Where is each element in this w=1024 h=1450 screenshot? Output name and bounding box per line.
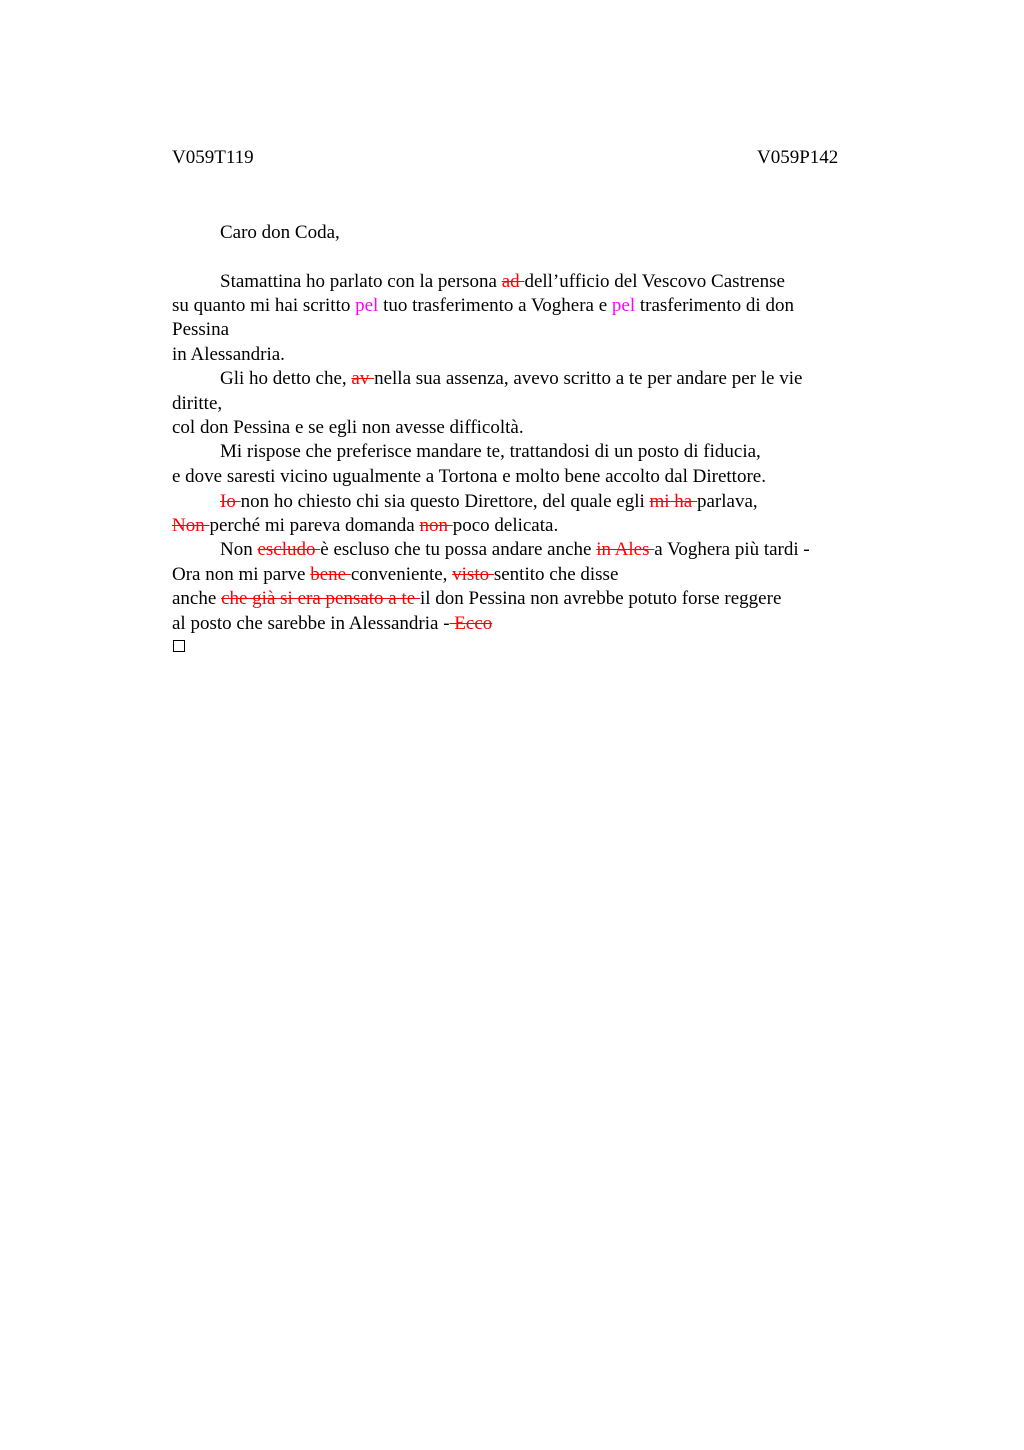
letter-line [172, 587, 781, 611]
reference-code-left: V059T119 [172, 147, 254, 168]
line-text: in Alessandria. [172, 344, 285, 365]
letter-line [220, 490, 758, 514]
letter-line [172, 343, 285, 367]
letter-line [172, 318, 229, 342]
struck-text: bene [310, 564, 351, 585]
line-text: non ho chiesto chi sia questo Direttore, del quale egli [240, 491, 650, 512]
letter-line [172, 514, 558, 538]
letter-line [220, 538, 810, 562]
letter-line [172, 416, 524, 440]
line-text: dell’ufficio del Vescovo Castrense [524, 271, 785, 292]
struck-text: Io [220, 491, 241, 512]
struck-text: Ecco [449, 613, 493, 634]
line-text: col don Pessina e se egli non avesse difficoltà. [172, 417, 524, 438]
line-text: conveniente, [350, 564, 453, 585]
struck-text: non [419, 515, 453, 536]
letter-line [172, 563, 618, 587]
line-text: Non [220, 539, 258, 560]
line-text: sentito che disse [493, 564, 619, 585]
struck-text: mi ha [649, 491, 697, 512]
letter-line [172, 392, 222, 416]
struck-text: Non [172, 515, 210, 536]
line-text: su quanto mi hai scritto [172, 295, 356, 316]
struck-text: escludo [257, 539, 321, 560]
letter-line [172, 465, 766, 489]
struck-text: in Ales [596, 539, 655, 560]
line-text: parlava, [697, 491, 758, 512]
line-text: al posto che sarebbe in Alessandria - [172, 613, 450, 634]
line-text: Ora non mi parve [172, 564, 311, 585]
line-text: trasferimento di don [635, 295, 794, 316]
struck-text: che già si era pensato a te [221, 588, 420, 609]
line-text: Pessina [172, 319, 229, 340]
letter-line [172, 294, 794, 318]
letter-line [220, 440, 761, 464]
struck-text: visto [452, 564, 494, 585]
highlighted-text: pel [611, 295, 636, 316]
line-text: perché mi pareva domanda [209, 515, 420, 536]
line-text: Stamattina ho parlato con la persona [220, 271, 502, 292]
line-text: è escluso che tu possa andare anche [320, 539, 597, 560]
line-text: poco delicata. [452, 515, 559, 536]
struck-text: ad [501, 271, 525, 292]
reference-code-right: V059P142 [757, 147, 839, 168]
letter-line [220, 270, 785, 294]
line-text: nella sua assenza, avevo scritto a te per andare per le vie [374, 368, 803, 389]
highlighted-text: pel [355, 295, 379, 316]
line-text: a Voghera più tardi - [654, 539, 810, 560]
line-text: Mi rispose che preferisce mandare te, trattandosi di un posto di fiducia, [220, 441, 761, 462]
letter-line [220, 367, 802, 391]
line-text: e dove saresti vicino ugualmente a Tortona e molto bene accolto dal Direttore. [172, 466, 766, 487]
letter-line [172, 612, 492, 636]
line-text: Gli ho detto che, [220, 368, 352, 389]
struck-text: av [351, 368, 375, 389]
line-text: il don Pessina non avrebbe potuto forse reggere [419, 588, 782, 609]
checkbox-square-icon [173, 640, 185, 652]
line-text: tuo trasferimento a Voghera e [378, 295, 612, 316]
letter-salutation: Caro don Coda, [220, 222, 340, 243]
line-text: anche [172, 588, 222, 609]
line-text: diritte, [172, 393, 223, 414]
